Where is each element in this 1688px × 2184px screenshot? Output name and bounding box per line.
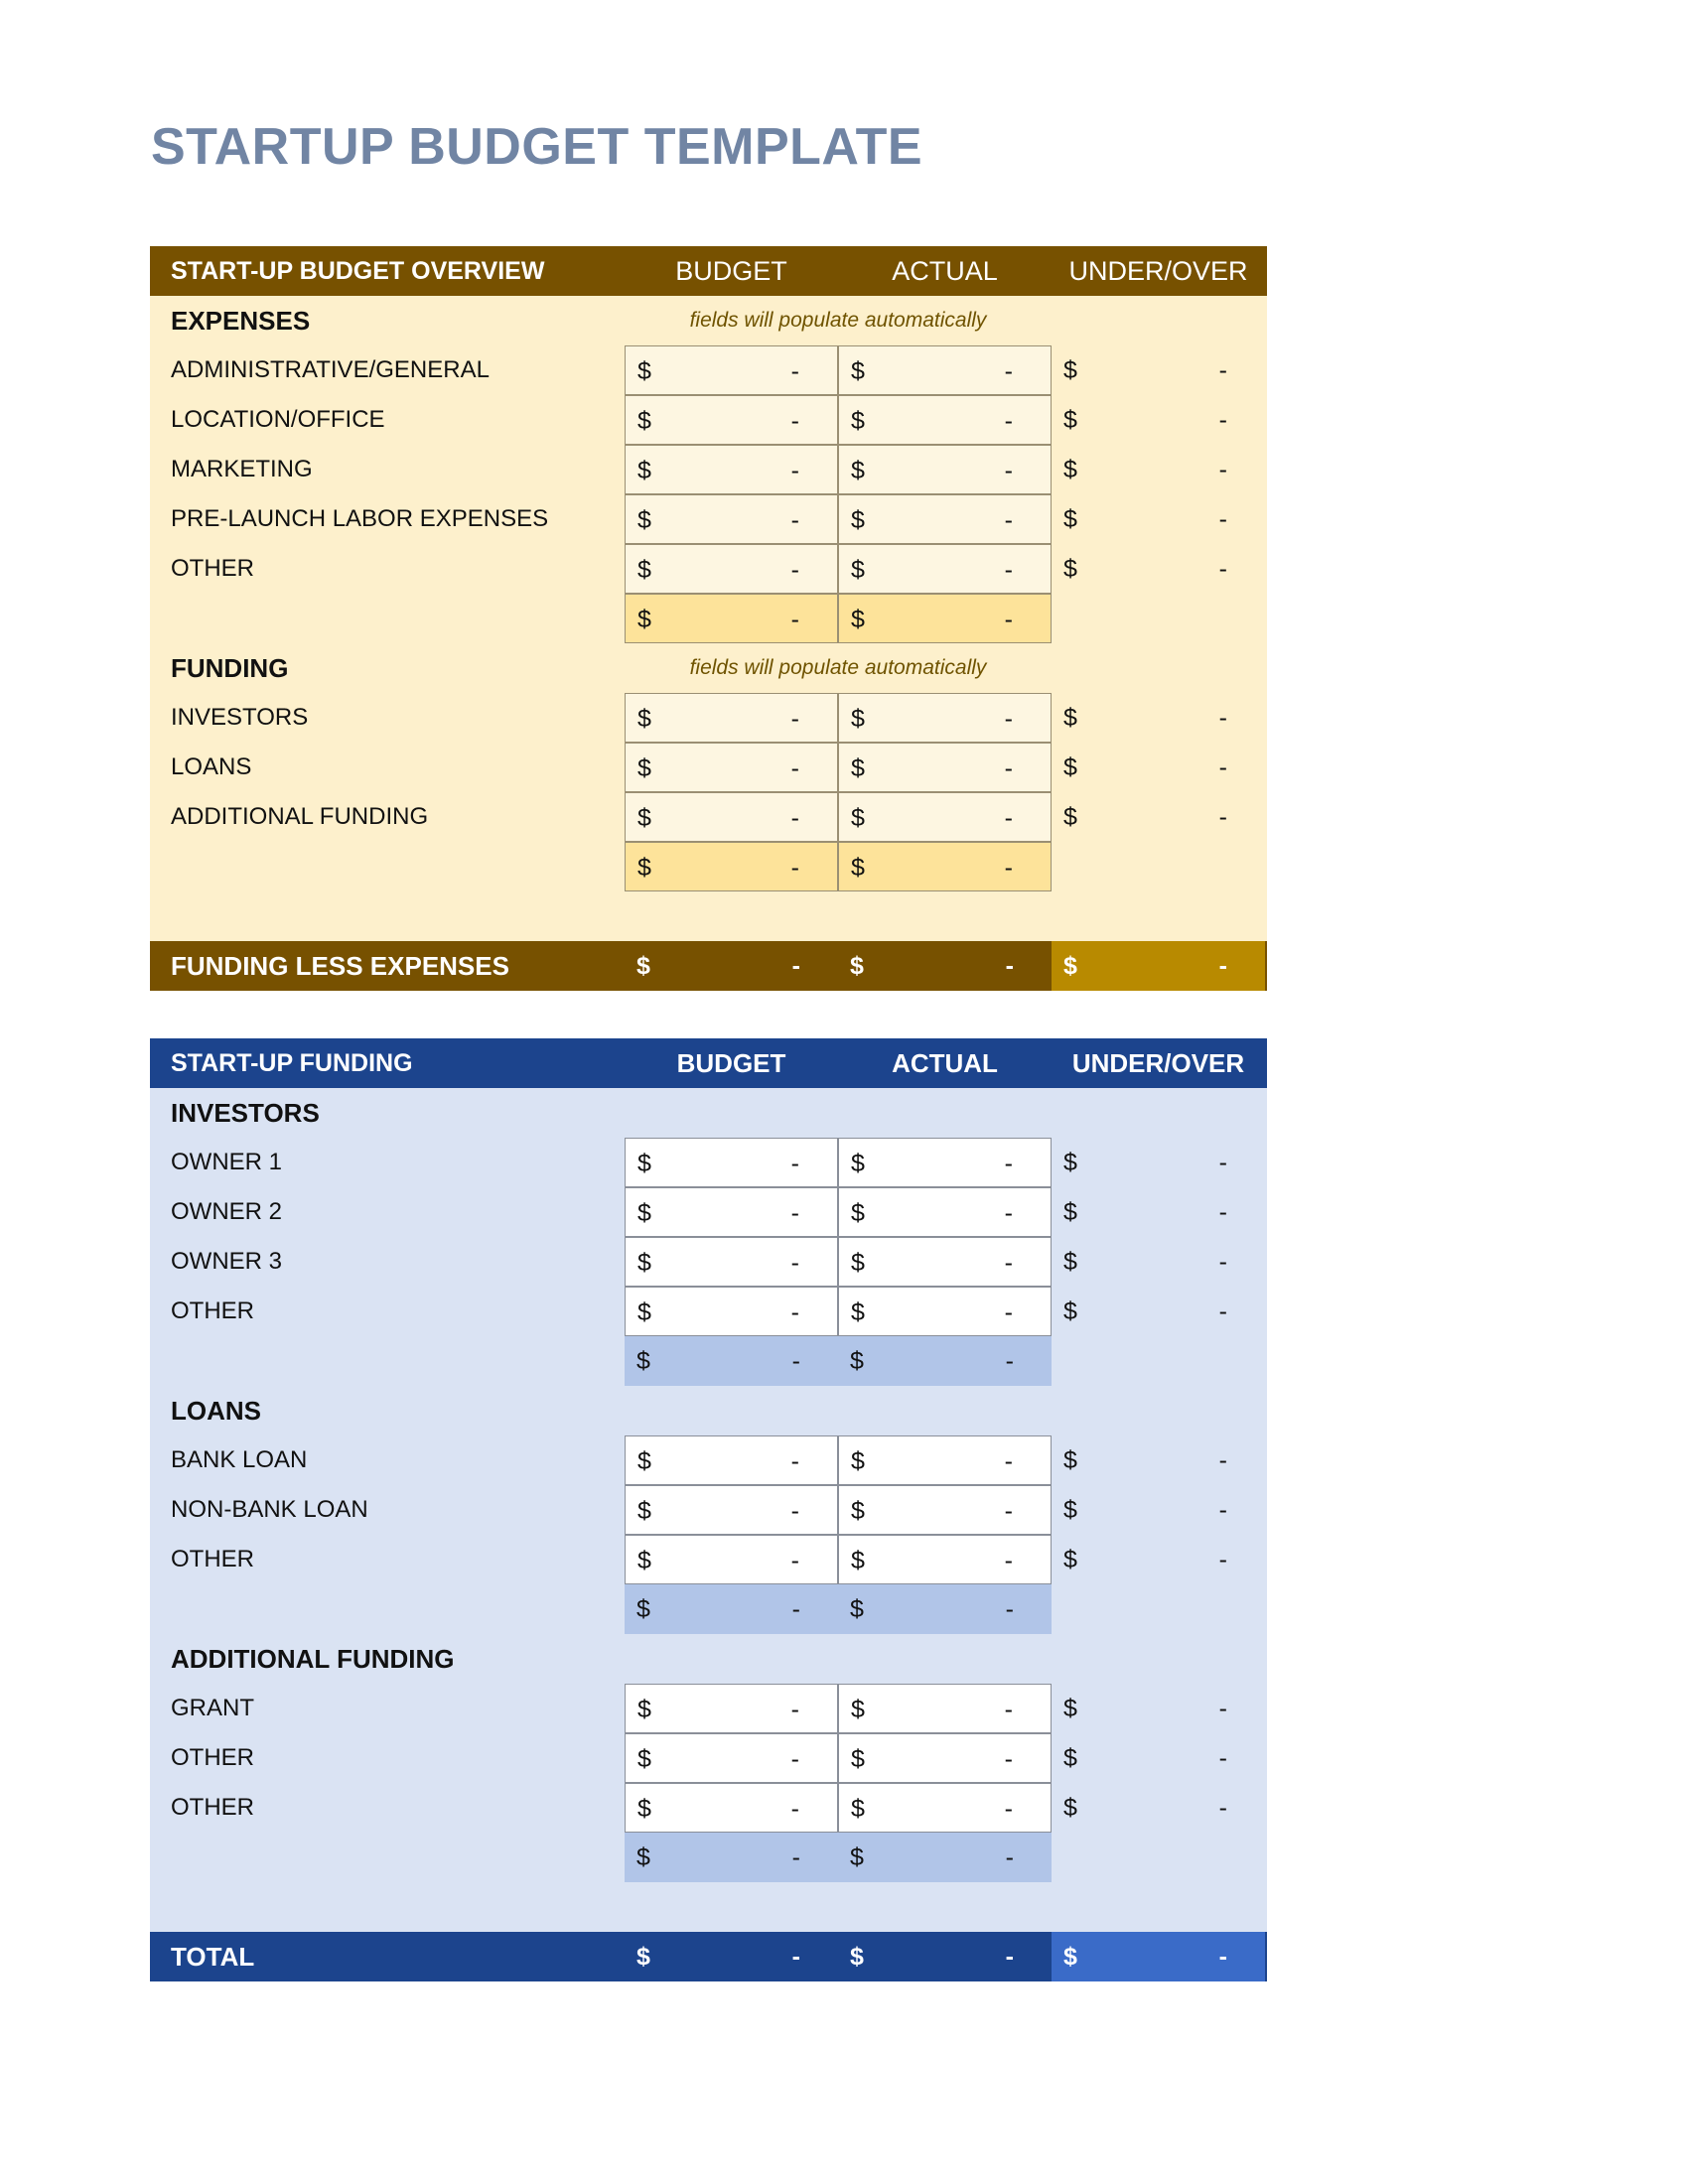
currency-symbol: $ — [637, 407, 651, 435]
startup-funding-table — [150, 1038, 1267, 1981]
page-title: STARTUP BUDGET TEMPLATE — [151, 118, 923, 176]
budget-cell — [625, 494, 838, 544]
table-row — [150, 345, 1267, 395]
final-row — [150, 1932, 1267, 1981]
actual-cell-value: - — [1004, 705, 1013, 733]
section-heading: FUNDING — [171, 653, 289, 683]
actual-cell[interactable] — [838, 1287, 1052, 1336]
final-budget-value: - — [791, 952, 800, 980]
overview-header-row — [150, 246, 1267, 296]
budget-cell-value: - — [790, 1745, 799, 1773]
currency-symbol: $ — [850, 1843, 864, 1871]
actual-cell[interactable] — [838, 1733, 1052, 1783]
row-label: LOANS — [171, 753, 252, 780]
currency-symbol: $ — [1063, 952, 1077, 980]
table-row — [150, 1733, 1267, 1783]
subtotal-row — [150, 1584, 1267, 1634]
currency-symbol: $ — [637, 1150, 651, 1177]
budget-cell-value: - — [790, 1547, 799, 1574]
currency-symbol: $ — [851, 854, 865, 882]
additional-funding-section — [150, 1634, 1267, 1882]
final-under-over-value: - — [1218, 952, 1227, 980]
row-label: OTHER — [171, 1297, 254, 1324]
actual-subtotal-value: - — [1005, 1347, 1014, 1375]
budget-subtotal — [625, 1336, 838, 1386]
currency-symbol: $ — [637, 1795, 651, 1823]
currency-symbol: $ — [637, 1298, 651, 1326]
section-heading-row — [150, 1386, 1267, 1435]
auto-populate-note: fields will populate automatically — [689, 656, 987, 679]
under-over-cell-value: - — [1218, 1149, 1227, 1176]
section-heading-row — [150, 1634, 1267, 1684]
under-over-cell-value: - — [1218, 1695, 1227, 1722]
budget-cell-value: - — [790, 754, 799, 782]
row-label: GRANT — [171, 1695, 254, 1721]
under-over-column-header: UNDER/OVER — [1068, 256, 1248, 286]
actual-cell-value: - — [1004, 754, 1013, 782]
currency-symbol: $ — [1063, 406, 1077, 434]
under-over-cell-value: - — [1218, 1744, 1227, 1772]
budget-cell-value: - — [790, 357, 799, 385]
actual-subtotal-value: - — [1004, 606, 1013, 633]
actual-cell-value: - — [1004, 804, 1013, 832]
budget-cell — [625, 693, 838, 743]
actual-cell — [838, 345, 1052, 395]
under-over-cell — [1052, 445, 1265, 494]
table-row — [150, 1783, 1267, 1833]
budget-cell-value: - — [790, 804, 799, 832]
table-row — [150, 1138, 1267, 1187]
loans-section — [150, 1386, 1267, 1634]
table-row — [150, 1237, 1267, 1287]
final-label: FUNDING LESS EXPENSES — [171, 951, 509, 981]
under-over-cell-value: - — [1218, 704, 1227, 732]
budget-cell-value: - — [790, 407, 799, 435]
currency-symbol: $ — [851, 357, 865, 385]
final-row — [150, 941, 1267, 991]
currency-symbol: $ — [637, 1745, 651, 1773]
actual-subtotal — [838, 1336, 1052, 1386]
under-over-cell-value: - — [1218, 406, 1227, 434]
currency-symbol: $ — [1063, 505, 1077, 533]
currency-symbol: $ — [851, 1249, 865, 1277]
budget-cell — [625, 395, 838, 445]
section-heading-row — [150, 1088, 1267, 1138]
budget-cell[interactable] — [625, 1435, 838, 1485]
actual-cell[interactable] — [838, 1783, 1052, 1833]
actual-cell-value: - — [1004, 506, 1013, 534]
table-row — [150, 1435, 1267, 1485]
budget-cell-value: - — [790, 1150, 799, 1177]
under-over-cell — [1052, 1187, 1265, 1237]
final-under-over — [1052, 941, 1265, 991]
final-budget — [625, 1932, 838, 1981]
section-heading-row — [150, 296, 1267, 345]
actual-cell[interactable] — [838, 1535, 1052, 1584]
budget-subtotal-value: - — [791, 1347, 800, 1375]
funding-section — [150, 643, 1267, 891]
budget-cell-value: - — [790, 1199, 799, 1227]
currency-symbol: $ — [850, 1595, 864, 1623]
final-under-over — [1052, 1932, 1265, 1981]
budget-cell-value: - — [790, 705, 799, 733]
budget-cell-value: - — [790, 1298, 799, 1326]
table-row — [150, 494, 1267, 544]
under-over-cell-value: - — [1218, 1248, 1227, 1276]
total-row — [150, 1932, 1267, 1981]
actual-cell — [838, 743, 1052, 792]
actual-subtotal — [838, 1833, 1052, 1882]
under-over-cell — [1052, 544, 1265, 594]
actual-subtotal-value: - — [1005, 1843, 1014, 1871]
budget-subtotal-value: - — [791, 1595, 800, 1623]
row-label: MARKETING — [171, 456, 313, 482]
actual-cell — [838, 395, 1052, 445]
under-over-cell-value: - — [1218, 1794, 1227, 1822]
final-label: TOTAL — [171, 1942, 255, 1972]
actual-cell — [838, 792, 1052, 842]
row-label: OTHER — [171, 555, 254, 582]
budget-cell[interactable] — [625, 1485, 838, 1535]
currency-symbol: $ — [851, 1199, 865, 1227]
under-over-cell — [1052, 395, 1265, 445]
budget-cell[interactable] — [625, 1237, 838, 1287]
currency-symbol: $ — [1063, 356, 1077, 384]
under-over-cell — [1052, 1485, 1265, 1535]
under-over-cell — [1052, 345, 1265, 395]
under-over-cell — [1052, 1733, 1265, 1783]
actual-subtotal — [838, 594, 1052, 643]
budget-subtotal-value: - — [790, 606, 799, 633]
funding-less-expenses-row — [150, 941, 1267, 991]
actual-cell[interactable] — [838, 1684, 1052, 1733]
table-row — [150, 445, 1267, 494]
budget-cell-value: - — [790, 1249, 799, 1277]
under-over-cell — [1052, 1435, 1265, 1485]
budget-cell-value: - — [790, 556, 799, 584]
currency-symbol: $ — [1063, 753, 1077, 781]
currency-symbol: $ — [1063, 1943, 1077, 1971]
currency-symbol: $ — [637, 705, 651, 733]
under-over-cell — [1052, 693, 1265, 743]
budget-cell[interactable] — [625, 1733, 838, 1783]
budget-column-header: BUDGET — [675, 256, 787, 286]
section-heading: ADDITIONAL FUNDING — [171, 1644, 455, 1674]
under-over-cell-value: - — [1218, 1496, 1227, 1524]
actual-cell-value: - — [1004, 357, 1013, 385]
actual-cell-value: - — [1004, 1696, 1013, 1723]
currency-symbol: $ — [637, 357, 651, 385]
currency-symbol: $ — [1063, 1695, 1077, 1722]
budget-cell-value: - — [790, 506, 799, 534]
under-over-cell-value: - — [1218, 1446, 1227, 1474]
row-label: OWNER 3 — [171, 1248, 283, 1275]
table-row — [150, 1287, 1267, 1336]
actual-subtotal — [838, 842, 1052, 891]
row-label: OWNER 1 — [171, 1149, 283, 1175]
currency-symbol: $ — [1063, 1794, 1077, 1822]
budget-cell[interactable] — [625, 1287, 838, 1336]
currency-symbol: $ — [1063, 456, 1077, 483]
currency-symbol: $ — [637, 1696, 651, 1723]
currency-symbol: $ — [851, 1795, 865, 1823]
currency-symbol: $ — [851, 1547, 865, 1574]
under-over-cell-value: - — [1218, 1546, 1227, 1573]
under-over-cell — [1052, 1535, 1265, 1584]
currency-symbol: $ — [850, 1943, 864, 1971]
funding-header-label: START-UP FUNDING — [171, 1049, 413, 1077]
row-label: PRE-LAUNCH LABOR EXPENSES — [171, 505, 549, 532]
currency-symbol: $ — [1063, 704, 1077, 732]
currency-symbol: $ — [637, 1249, 651, 1277]
budget-cell[interactable] — [625, 1783, 838, 1833]
actual-cell-value: - — [1004, 407, 1013, 435]
currency-symbol: $ — [637, 1447, 651, 1475]
currency-symbol: $ — [851, 1447, 865, 1475]
currency-symbol: $ — [1063, 1496, 1077, 1524]
under-over-cell — [1052, 494, 1265, 544]
table-row — [150, 1187, 1267, 1237]
actual-cell — [838, 693, 1052, 743]
subtotal-row — [150, 1833, 1267, 1882]
currency-symbol: $ — [851, 556, 865, 584]
currency-symbol: $ — [1063, 1248, 1077, 1276]
currency-symbol: $ — [850, 1347, 864, 1375]
budget-cell — [625, 743, 838, 792]
currency-symbol: $ — [637, 457, 651, 484]
row-label: ADMINISTRATIVE/GENERAL — [171, 356, 490, 383]
table-row — [150, 743, 1267, 792]
budget-cell-value: - — [790, 1497, 799, 1525]
currency-symbol: $ — [851, 1745, 865, 1773]
section-heading: LOANS — [171, 1396, 261, 1426]
currency-symbol: $ — [851, 754, 865, 782]
currency-symbol: $ — [636, 952, 650, 980]
under-over-cell-value: - — [1218, 456, 1227, 483]
currency-symbol: $ — [851, 407, 865, 435]
section-heading: EXPENSES — [171, 306, 311, 336]
currency-symbol: $ — [637, 506, 651, 534]
row-label: BANK LOAN — [171, 1446, 308, 1473]
section-heading: INVESTORS — [171, 1098, 320, 1128]
actual-cell-value: - — [1004, 1249, 1013, 1277]
currency-symbol: $ — [1063, 1546, 1077, 1573]
row-label: ADDITIONAL FUNDING — [171, 803, 429, 830]
final-budget — [625, 941, 838, 991]
auto-populate-note: fields will populate automatically — [689, 309, 987, 332]
row-label: OWNER 2 — [171, 1198, 283, 1225]
under-over-cell — [1052, 1138, 1265, 1187]
currency-symbol: $ — [637, 1199, 651, 1227]
table-row — [150, 1684, 1267, 1733]
actual-cell[interactable] — [838, 1485, 1052, 1535]
currency-symbol: $ — [851, 1497, 865, 1525]
under-over-cell-value: - — [1218, 505, 1227, 533]
budget-cell[interactable] — [625, 1187, 838, 1237]
row-label: LOCATION/OFFICE — [171, 406, 385, 433]
final-budget-value: - — [791, 1943, 800, 1971]
currency-symbol: $ — [851, 705, 865, 733]
budget-cell-value: - — [790, 1696, 799, 1723]
final-actual — [838, 1932, 1052, 1981]
actual-subtotal-value: - — [1004, 854, 1013, 882]
under-over-cell-value: - — [1218, 753, 1227, 781]
currency-symbol: $ — [1063, 1198, 1077, 1226]
currency-symbol: $ — [636, 1595, 650, 1623]
actual-column-header: ACTUAL — [892, 256, 998, 286]
final-actual-value: - — [1005, 1943, 1014, 1971]
actual-cell-value: - — [1004, 1547, 1013, 1574]
under-over-cell — [1052, 743, 1265, 792]
budget-subtotal — [625, 1584, 838, 1634]
currency-symbol: $ — [637, 854, 651, 882]
table-row — [150, 395, 1267, 445]
row-label: INVESTORS — [171, 704, 309, 731]
actual-cell-value: - — [1004, 457, 1013, 484]
under-over-cell — [1052, 1783, 1265, 1833]
actual-cell[interactable] — [838, 1187, 1052, 1237]
actual-cell — [838, 445, 1052, 494]
expenses-section — [150, 296, 1267, 643]
table-row — [150, 1535, 1267, 1584]
subtotal-row — [150, 594, 1267, 643]
under-over-cell-value: - — [1218, 555, 1227, 583]
currency-symbol: $ — [637, 606, 651, 633]
under-over-cell — [1052, 1684, 1265, 1733]
actual-cell[interactable] — [838, 1138, 1052, 1187]
currency-symbol: $ — [1063, 1297, 1077, 1325]
currency-symbol: $ — [851, 1150, 865, 1177]
actual-column-header: ACTUAL — [892, 1048, 998, 1078]
row-label: OTHER — [171, 1744, 254, 1771]
currency-symbol: $ — [637, 1497, 651, 1525]
currency-symbol: $ — [637, 556, 651, 584]
currency-symbol: $ — [850, 952, 864, 980]
actual-cell — [838, 544, 1052, 594]
currency-symbol: $ — [636, 1943, 650, 1971]
currency-symbol: $ — [851, 506, 865, 534]
under-over-cell-value: - — [1218, 356, 1227, 384]
currency-symbol: $ — [636, 1843, 650, 1871]
budget-column-header: BUDGET — [676, 1048, 786, 1078]
table-row — [150, 792, 1267, 842]
under-over-cell-value: - — [1218, 1297, 1227, 1325]
budget-cell — [625, 792, 838, 842]
under-over-cell-value: - — [1218, 803, 1227, 831]
under-over-cell — [1052, 792, 1265, 842]
row-label: NON-BANK LOAN — [171, 1496, 368, 1523]
row-label: OTHER — [171, 1546, 254, 1572]
actual-cell-value: - — [1004, 1745, 1013, 1773]
subtotal-row — [150, 842, 1267, 891]
budget-subtotal — [625, 1833, 838, 1882]
budget-cell — [625, 345, 838, 395]
funding-header-row — [150, 1038, 1267, 1088]
currency-symbol: $ — [1063, 1744, 1077, 1772]
budget-subtotal — [625, 842, 838, 891]
budget-cell[interactable] — [625, 1138, 838, 1187]
budget-subtotal — [625, 594, 838, 643]
currency-symbol: $ — [636, 1347, 650, 1375]
budget-cell[interactable] — [625, 1684, 838, 1733]
actual-subtotal-value: - — [1005, 1595, 1014, 1623]
actual-cell-value: - — [1004, 1298, 1013, 1326]
table-row — [150, 1485, 1267, 1535]
budget-cell[interactable] — [625, 1535, 838, 1584]
budget-cell-value: - — [790, 1795, 799, 1823]
budget-cell — [625, 544, 838, 594]
currency-symbol: $ — [637, 754, 651, 782]
under-over-column-header: UNDER/OVER — [1071, 1048, 1245, 1078]
investors-section — [150, 1088, 1267, 1386]
currency-symbol: $ — [851, 457, 865, 484]
subtotal-row — [150, 1336, 1267, 1386]
table-row — [150, 544, 1267, 594]
currency-symbol: $ — [851, 804, 865, 832]
actual-cell[interactable] — [838, 1237, 1052, 1287]
currency-symbol: $ — [1063, 555, 1077, 583]
budget-cell-value: - — [790, 1447, 799, 1475]
actual-cell-value: - — [1004, 1199, 1013, 1227]
actual-cell-value: - — [1004, 1497, 1013, 1525]
under-over-cell — [1052, 1237, 1265, 1287]
final-under-over-value: - — [1218, 1943, 1227, 1971]
row-label: OTHER — [171, 1794, 254, 1821]
currency-symbol: $ — [851, 606, 865, 633]
final-actual — [838, 941, 1052, 991]
budget-cell — [625, 445, 838, 494]
currency-symbol: $ — [637, 804, 651, 832]
final-actual-value: - — [1005, 952, 1014, 980]
currency-symbol: $ — [637, 1547, 651, 1574]
budget-overview-table — [150, 246, 1267, 991]
currency-symbol: $ — [851, 1696, 865, 1723]
actual-cell-value: - — [1004, 556, 1013, 584]
actual-cell[interactable] — [838, 1435, 1052, 1485]
currency-symbol: $ — [851, 1298, 865, 1326]
actual-subtotal — [838, 1584, 1052, 1634]
budget-subtotal-value: - — [790, 854, 799, 882]
under-over-cell-value: - — [1218, 1198, 1227, 1226]
budget-subtotal-value: - — [791, 1843, 800, 1871]
actual-cell — [838, 494, 1052, 544]
table-row — [150, 693, 1267, 743]
budget-cell-value: - — [790, 457, 799, 484]
currency-symbol: $ — [1063, 803, 1077, 831]
actual-cell-value: - — [1004, 1447, 1013, 1475]
currency-symbol: $ — [1063, 1446, 1077, 1474]
under-over-cell — [1052, 1287, 1265, 1336]
actual-cell-value: - — [1004, 1795, 1013, 1823]
overview-header-label: START-UP BUDGET OVERVIEW — [171, 257, 545, 285]
currency-symbol: $ — [1063, 1149, 1077, 1176]
section-heading-row — [150, 643, 1267, 693]
actual-cell-value: - — [1004, 1150, 1013, 1177]
